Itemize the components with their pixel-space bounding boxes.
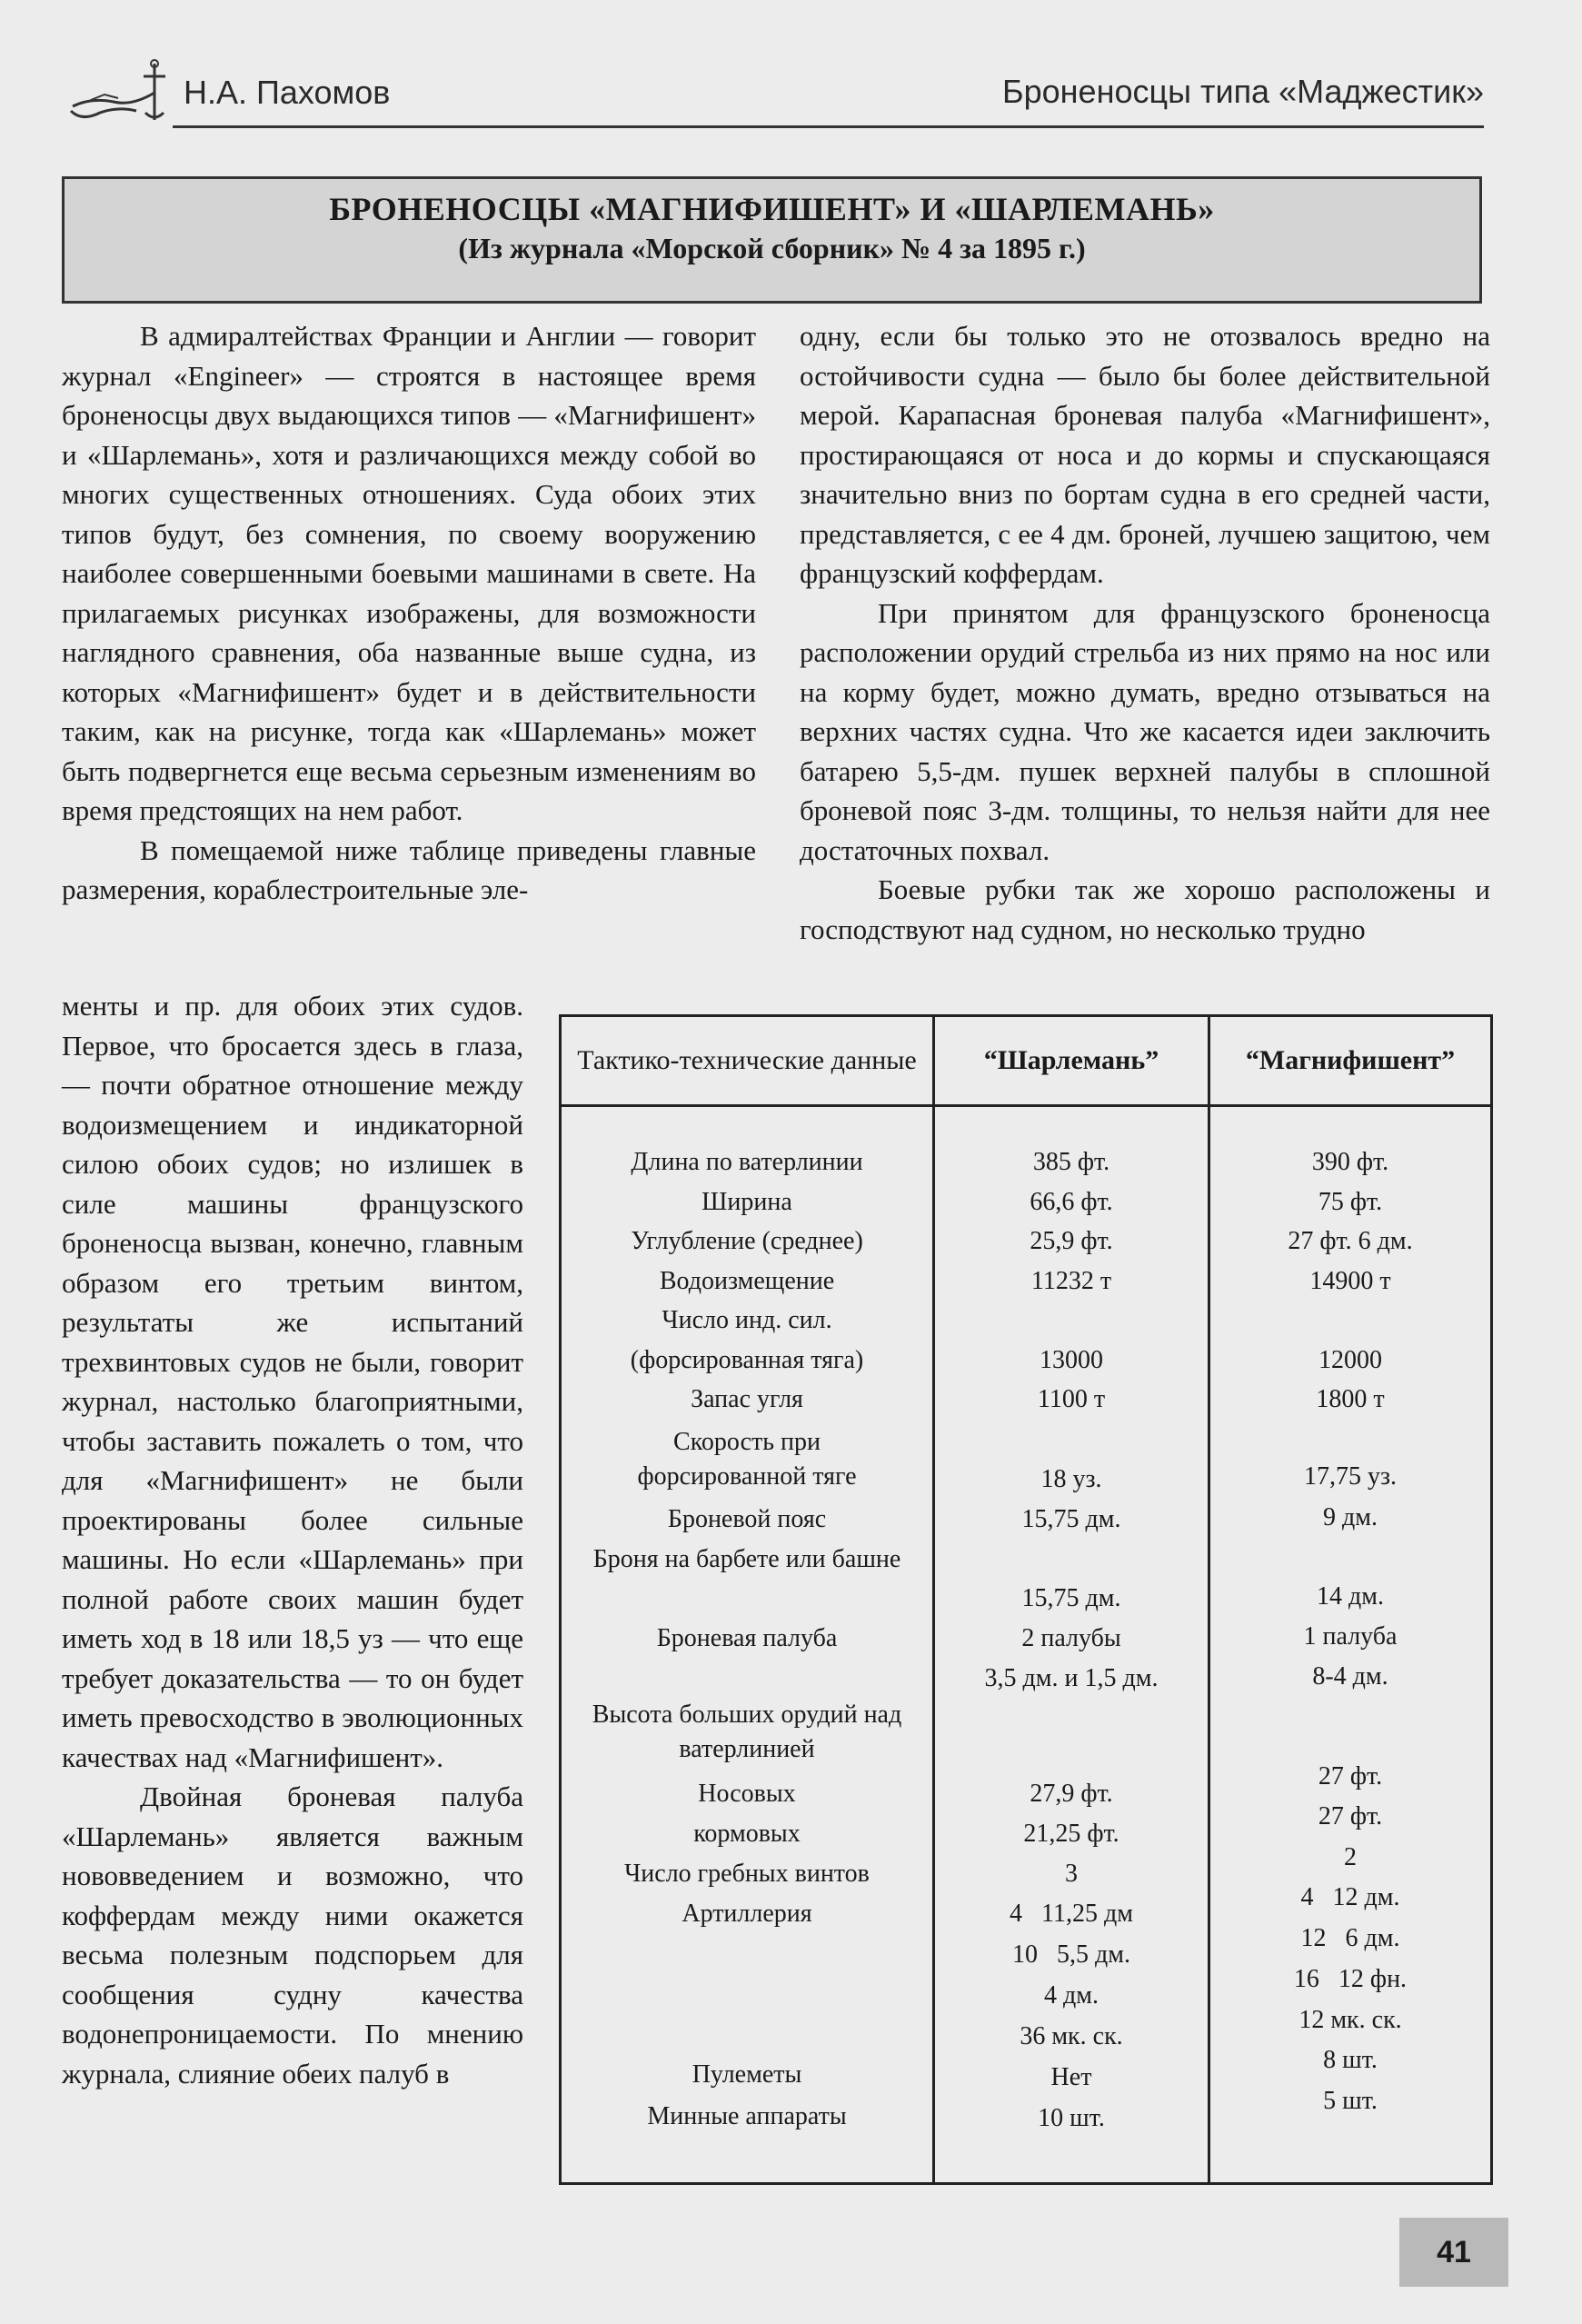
table-row-label: Броневая палуба bbox=[656, 1624, 838, 1652]
left-column-narrow bbox=[62, 986, 523, 2093]
table-cell-charlemagne: 1100 т bbox=[1037, 1385, 1106, 1413]
table-cell-charlemagne: 36 мк. ск. bbox=[1020, 2022, 1123, 2050]
table-cell-magnificent: 14 дм. bbox=[1317, 1582, 1384, 1611]
table-cell-magnificent: 5 шт. bbox=[1323, 2087, 1378, 2115]
paragraph: Двойная броневая палуба «Шарлемань» является важным нововведением и возможно, что коффердам между ними окажется весьма полезным подспорьем для сообщения судну качества водонепроницаемости. По мнению журнала, слияние обеих палуб в bbox=[62, 1780, 523, 2090]
table-cell-magnificent: 75 фт. bbox=[1318, 1188, 1383, 1216]
table-cell-charlemagne: 66,6 фт. bbox=[1030, 1188, 1113, 1216]
table-row-label: Высота больших орудий над ватерлинией bbox=[592, 1701, 902, 1763]
table-cell-charlemagne: 385 фт. bbox=[1032, 1148, 1110, 1176]
table-cell-charlemagne: 27,9 фт. bbox=[1030, 1780, 1113, 1808]
table-cell-magnificent: 9 дм. bbox=[1323, 1503, 1378, 1531]
table-cell-charlemagne: 10 5,5 дм. bbox=[1012, 1940, 1130, 1969]
table-row-label: Броня на барбете или башне bbox=[592, 1545, 901, 1573]
right-column-top bbox=[800, 316, 1490, 949]
table-row-label: Ширина bbox=[701, 1188, 792, 1216]
table-cell-magnificent: 27 фт. bbox=[1318, 1762, 1383, 1790]
paragraph: Боевые рубки так же хорошо расположены и господствуют над судном, но несколько трудно bbox=[800, 873, 1490, 945]
article-subtitle: (Из журнала «Морской сборник» № 4 за 1895 г.) bbox=[458, 232, 1086, 264]
table-row-label: Носовых bbox=[698, 1780, 796, 1808]
table-cell-charlemagne: 3,5 дм. и 1,5 дм. bbox=[984, 1664, 1159, 1692]
paragraph: В адмиралтействах Франции и Англии — говорит журнал «Engineer» — строятся в настоящее время броненосцы двух выдающихся типов — «Магнифишент» и «Шарлемань», хотя и различающихся между собой во многих существенных отношениях. Суда обоих этих типов будут, без сомнения, по своему вооружению наиболее совершенными боевыми машинами в свете. На прилагаемых рисунках изображены, для возможности наглядного сравнения, оба названные выше судна, из которых «Магнифишент» будет и в действительности таким, как на рисунке, тогда как «Шарлемань» может быть подвергнется еще весьма серьезным изменениям во время предстоящих на нем работ. bbox=[62, 320, 756, 826]
table-cell-magnificent: 27 фт. bbox=[1318, 1802, 1383, 1830]
table-cell-charlemagne: 13000 bbox=[1040, 1346, 1103, 1374]
table-cell-magnificent: 27 фт. 6 дм. bbox=[1288, 1227, 1413, 1255]
table-row-label: Минные аппараты bbox=[647, 2102, 847, 2130]
table-cell-charlemagne: 10 шт. bbox=[1038, 2104, 1105, 2132]
table-header-charlemagne: “Шарлемань” bbox=[983, 1045, 1159, 1075]
table-row-label: Скорость при форсированной тяге bbox=[637, 1428, 857, 1491]
running-title: Броненосцы типа «Маджестик» bbox=[1002, 73, 1484, 110]
table-cell-charlemagne: 15,75 дм. bbox=[1021, 1584, 1121, 1612]
table-cell-magnificent: 14900 т bbox=[1309, 1267, 1391, 1295]
table-cell-charlemagne: 4 дм. bbox=[1044, 1981, 1099, 2010]
table-cell-charlemagne: 25,9 фт. bbox=[1030, 1227, 1113, 1255]
table-cell-magnificent: 8 шт. bbox=[1323, 2046, 1378, 2074]
table-cell-charlemagne: 18 уз. bbox=[1040, 1465, 1102, 1493]
table-cell-charlemagne: 21,25 фт. bbox=[1023, 1820, 1119, 1848]
paragraph: одну, если бы только это не отозвалось вредно на остойчивости судна — было бы более действительной мерой. Карапасная броневая палуба «Магнифишент», простирающаяся от носа и до кормы и спускающаяся значительно вниз по бортам судна в его средней части, представляется, с ее 4 дм. броней, лучшею защитою, чем французский коффердам. bbox=[800, 320, 1490, 589]
table-row-label: Длина по ватерлинии bbox=[631, 1148, 863, 1176]
paragraph: менты и пр. для обоих этих судов. Первое, что бросается здесь в глаза, — почти обратное отношение между водоизмещением и индикаторной силою обоих судов; но излишек в силе машины французского броненосца вызван, конечно, главным образом его третьим винтом, результаты же испытаний трехвинтовых судов не были, говорит журнал, настолько благоприятными, чтобы заставить пожалеть о том, что для «Магнифишент» не были проектированы более сильные машины. Но если «Шарлемань» при полной работе своих машин будет иметь ход в 18 или 18,5 уз — что еще требует доказательства — то он будет иметь превосходство в эволюционных качествах над «Магнифишент». bbox=[62, 990, 523, 1773]
ship-anchor-logo-icon bbox=[64, 56, 173, 129]
table-cell-magnificent: 1800 т bbox=[1316, 1385, 1385, 1413]
table-row-label: Броневой пояс bbox=[667, 1505, 827, 1533]
author-name: Н.А. Пахомов bbox=[184, 74, 391, 111]
table-cell-magnificent: 12000 bbox=[1318, 1346, 1382, 1374]
table-row-label: Пулеметы bbox=[692, 2060, 802, 2089]
table-row-label: Углубление (среднее) bbox=[631, 1227, 863, 1255]
table-row-label: кормовых bbox=[693, 1820, 801, 1848]
table-cell-charlemagne: 2 палубы bbox=[1021, 1624, 1121, 1652]
table-cell-magnificent: 1 палуба bbox=[1303, 1622, 1398, 1651]
table-cell-magnificent: 12 6 дм. bbox=[1300, 1924, 1400, 1952]
table-cell-charlemagne: 3 bbox=[1065, 1860, 1078, 1888]
paragraph: При принятом для французского броненосца расположении орудий стрельба из них прямо на нос или на корму будет, можно думать, вредно отзываться на верхних частях судна. Что же касается идеи заключить батарею 5,5-дм. пушек верхней палубы в сплошной броневой пояс 3-дм. толщины, то нельзя найти для нее достаточных похвал. bbox=[800, 596, 1490, 866]
header-rule bbox=[173, 125, 1484, 128]
table-cell-magnificent: 17,75 уз. bbox=[1303, 1462, 1398, 1491]
article-title: БРОНЕНОСЦЫ «МАГНИФИШЕНТ» И «ШАРЛЕМАНЬ» bbox=[329, 191, 1215, 227]
table-cell-magnificent: 12 мк. ск. bbox=[1298, 2006, 1402, 2034]
table-cell-magnificent: 16 12 фн. bbox=[1293, 1965, 1408, 1993]
table-cell-magnificent: 2 bbox=[1344, 1843, 1357, 1871]
table-row-label: Артиллерия bbox=[682, 1900, 812, 1928]
table-header-parameters: Тактико-технические данные bbox=[577, 1045, 917, 1075]
table-header-rule bbox=[562, 1104, 1490, 1107]
table-cell-charlemagne: 11232 т bbox=[1030, 1267, 1112, 1295]
table-row-label: Водоизмещение bbox=[659, 1267, 835, 1295]
page-header-left bbox=[64, 56, 390, 129]
table-row-label: Запас угля bbox=[691, 1385, 803, 1413]
table-cell-magnificent: 390 фт. bbox=[1311, 1148, 1389, 1176]
table-row-label: Число инд. сил. bbox=[662, 1306, 832, 1334]
article-title-box bbox=[62, 176, 1482, 304]
page-number: 41 bbox=[1399, 2218, 1508, 2287]
table-cell-magnificent: 8-4 дм. bbox=[1312, 1662, 1388, 1691]
table-row-label: Число гребных винтов bbox=[624, 1860, 870, 1888]
table-cell-magnificent: 4 12 дм. bbox=[1300, 1883, 1400, 1911]
table-row-label: (форсированная тяга) bbox=[630, 1346, 864, 1374]
paragraph: В помещаемой ниже таблице приведены главные размерения, кораблестроительные эле- bbox=[62, 833, 756, 905]
table-cell-charlemagne: Нет bbox=[1050, 2063, 1092, 2091]
left-column-top bbox=[62, 316, 756, 910]
table-header-magnificent: “Магнифишент” bbox=[1245, 1045, 1456, 1075]
table-cell-charlemagne: 15,75 дм. bbox=[1021, 1505, 1121, 1533]
specifications-table bbox=[559, 1014, 1493, 2185]
table-cell-charlemagne: 4 11,25 дм bbox=[1010, 1900, 1133, 1928]
